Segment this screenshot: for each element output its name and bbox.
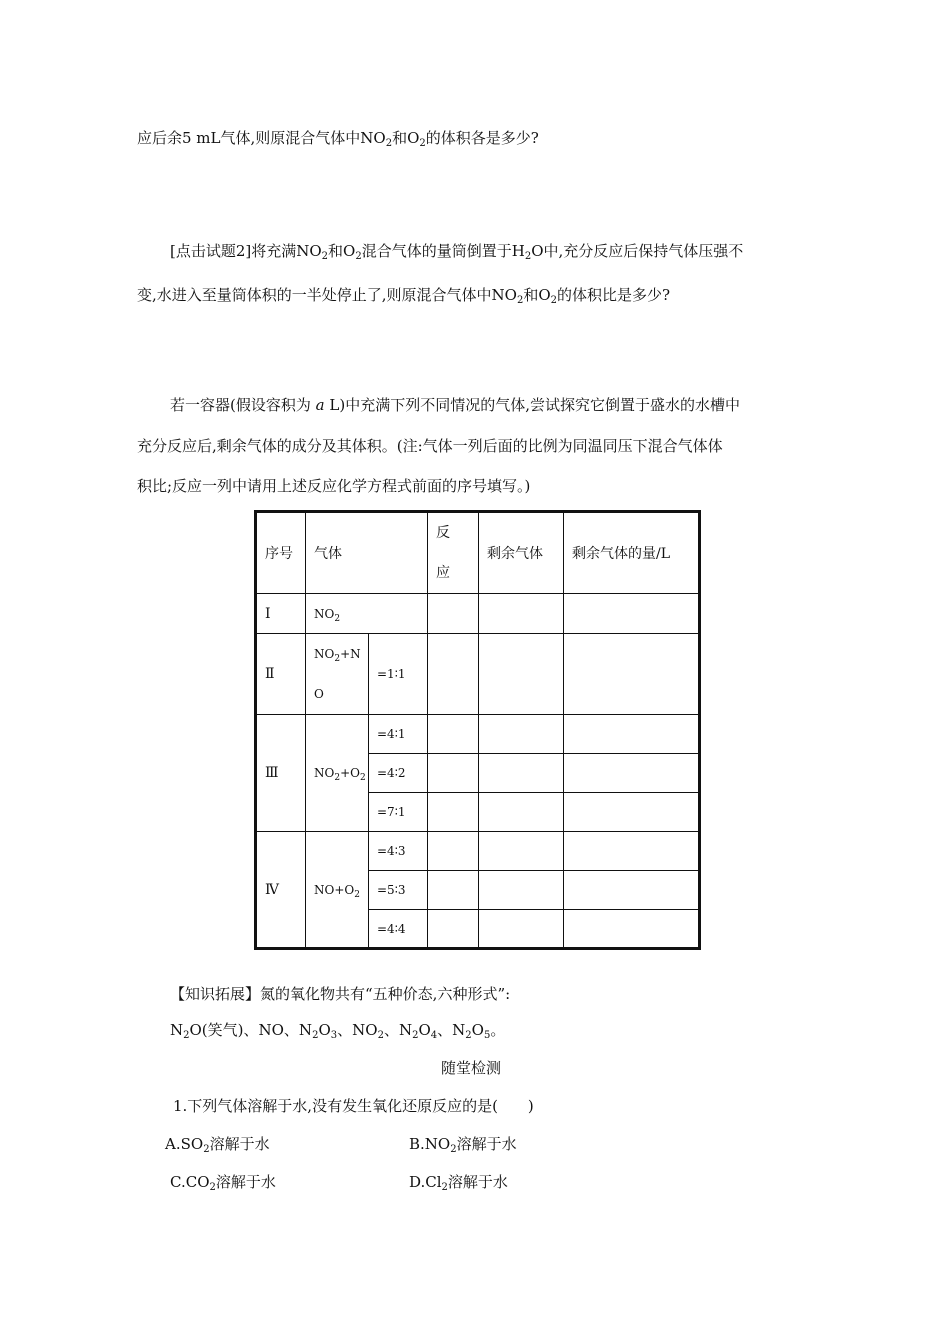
cell-reaction [428,715,479,754]
option-b: $B.NO_2$溶解于水 [409,1135,517,1155]
cell-reaction [428,634,479,715]
row-seq: Ⅱ [256,634,306,715]
option-a: $A.SO_2$溶解于水 [165,1135,270,1155]
row-ratio: =4∶3 [369,832,428,871]
row-ratio: =5∶3 [369,871,428,910]
cell-remaining-amount [564,634,700,715]
paragraph-practice-2-line1: [点击试题2]将充满$NO_2$和$O_2$混合气体的量筒倒置于$H_2O$中,充分反应后保持气体压强不 [170,242,744,262]
table-row [256,634,700,715]
knowledge-extension-formulas: $N_2O$(笑气)、NO、$N_2O_3$、$NO_2$、$N_2O_4$、$N_2O_5$。 [170,1021,506,1041]
row-gas: $NO_2+N$ O [306,634,369,715]
cell-remaining-gas [479,634,564,715]
cell-remaining-amount [564,910,700,949]
option-c: $C.CO_2$溶解于水 [170,1173,276,1193]
paragraph-question-volumes: 应后余5 mL气体,则原混合气体中$NO_2$和$O_2$的体积各是多少? [137,129,539,149]
table-row [256,715,700,754]
row-ratio: =4∶1 [369,715,428,754]
section-title: 随堂检测 [441,1059,502,1077]
header-remaining-gas: 剩余气体 [479,512,564,594]
cell-remaining-gas [479,594,564,634]
paragraph-practice-2-line2: 变,水进入至量筒体积的一半处停止了,则原混合气体中$NO_2$和$O_2$的体积比是多少? [137,286,671,306]
cell-reaction [428,871,479,910]
paragraph-container-line1: 若一容器(假设容积为 a L)中充满下列不同情况的气体,尝试探究它倒置于盛水的水槽中 [170,396,740,414]
cell-reaction [428,910,479,949]
header-seq: 序号 [256,512,306,594]
cell-reaction [428,832,479,871]
cell-remaining-amount [564,793,700,832]
row-ratio: =7∶1 [369,793,428,832]
row-seq: Ⅰ [256,594,306,634]
row-ratio: =1∶1 [369,634,428,715]
cell-reaction [428,594,479,634]
paragraph-container-line2: 充分反应后,剩余气体的成分及其体积。(注:气体一列后面的比例为同温同压下混合气体体 [137,437,723,455]
row-gas: $NO_2$ [306,594,428,634]
cell-reaction [428,754,479,793]
cell-remaining-gas [479,793,564,832]
option-d: $D.Cl_2$溶解于水 [409,1173,508,1193]
paragraph-container-line3: 积比;反应一列中请用上述反应化学方程式前面的序号填写。) [137,477,531,495]
cell-reaction [428,793,479,832]
row-gas: $NO+O_2$ [306,832,369,949]
row-ratio: =4∶2 [369,754,428,793]
cell-remaining-gas [479,832,564,871]
cell-remaining-gas [479,871,564,910]
cell-remaining-amount [564,715,700,754]
table-row [256,594,700,634]
cell-remaining-amount [564,832,700,871]
row-ratio: =4∶4 [369,910,428,949]
cell-remaining-gas [479,910,564,949]
row-gas: $NO_2+O_2$ [306,715,369,832]
gas-reaction-table [254,510,701,950]
header-reaction: 反 应 [428,512,479,594]
cell-remaining-gas [479,754,564,793]
knowledge-extension-title: 【知识拓展】氮的氧化物共有“五种价态,六种形式”: [170,985,511,1003]
table-row [256,832,700,871]
cell-remaining-gas [479,715,564,754]
table-header-row [256,512,700,594]
cell-remaining-amount [564,871,700,910]
cell-remaining-amount [564,594,700,634]
header-gas: 气体 [306,512,428,594]
cell-remaining-amount [564,754,700,793]
row-seq: Ⅲ [256,715,306,832]
question-stem: 1.下列气体溶解于水,没有发生氧化还原反应的是( ) [173,1097,534,1115]
header-remaining-amount: 剩余气体的量/L [564,512,700,594]
row-seq: Ⅳ [256,832,306,949]
